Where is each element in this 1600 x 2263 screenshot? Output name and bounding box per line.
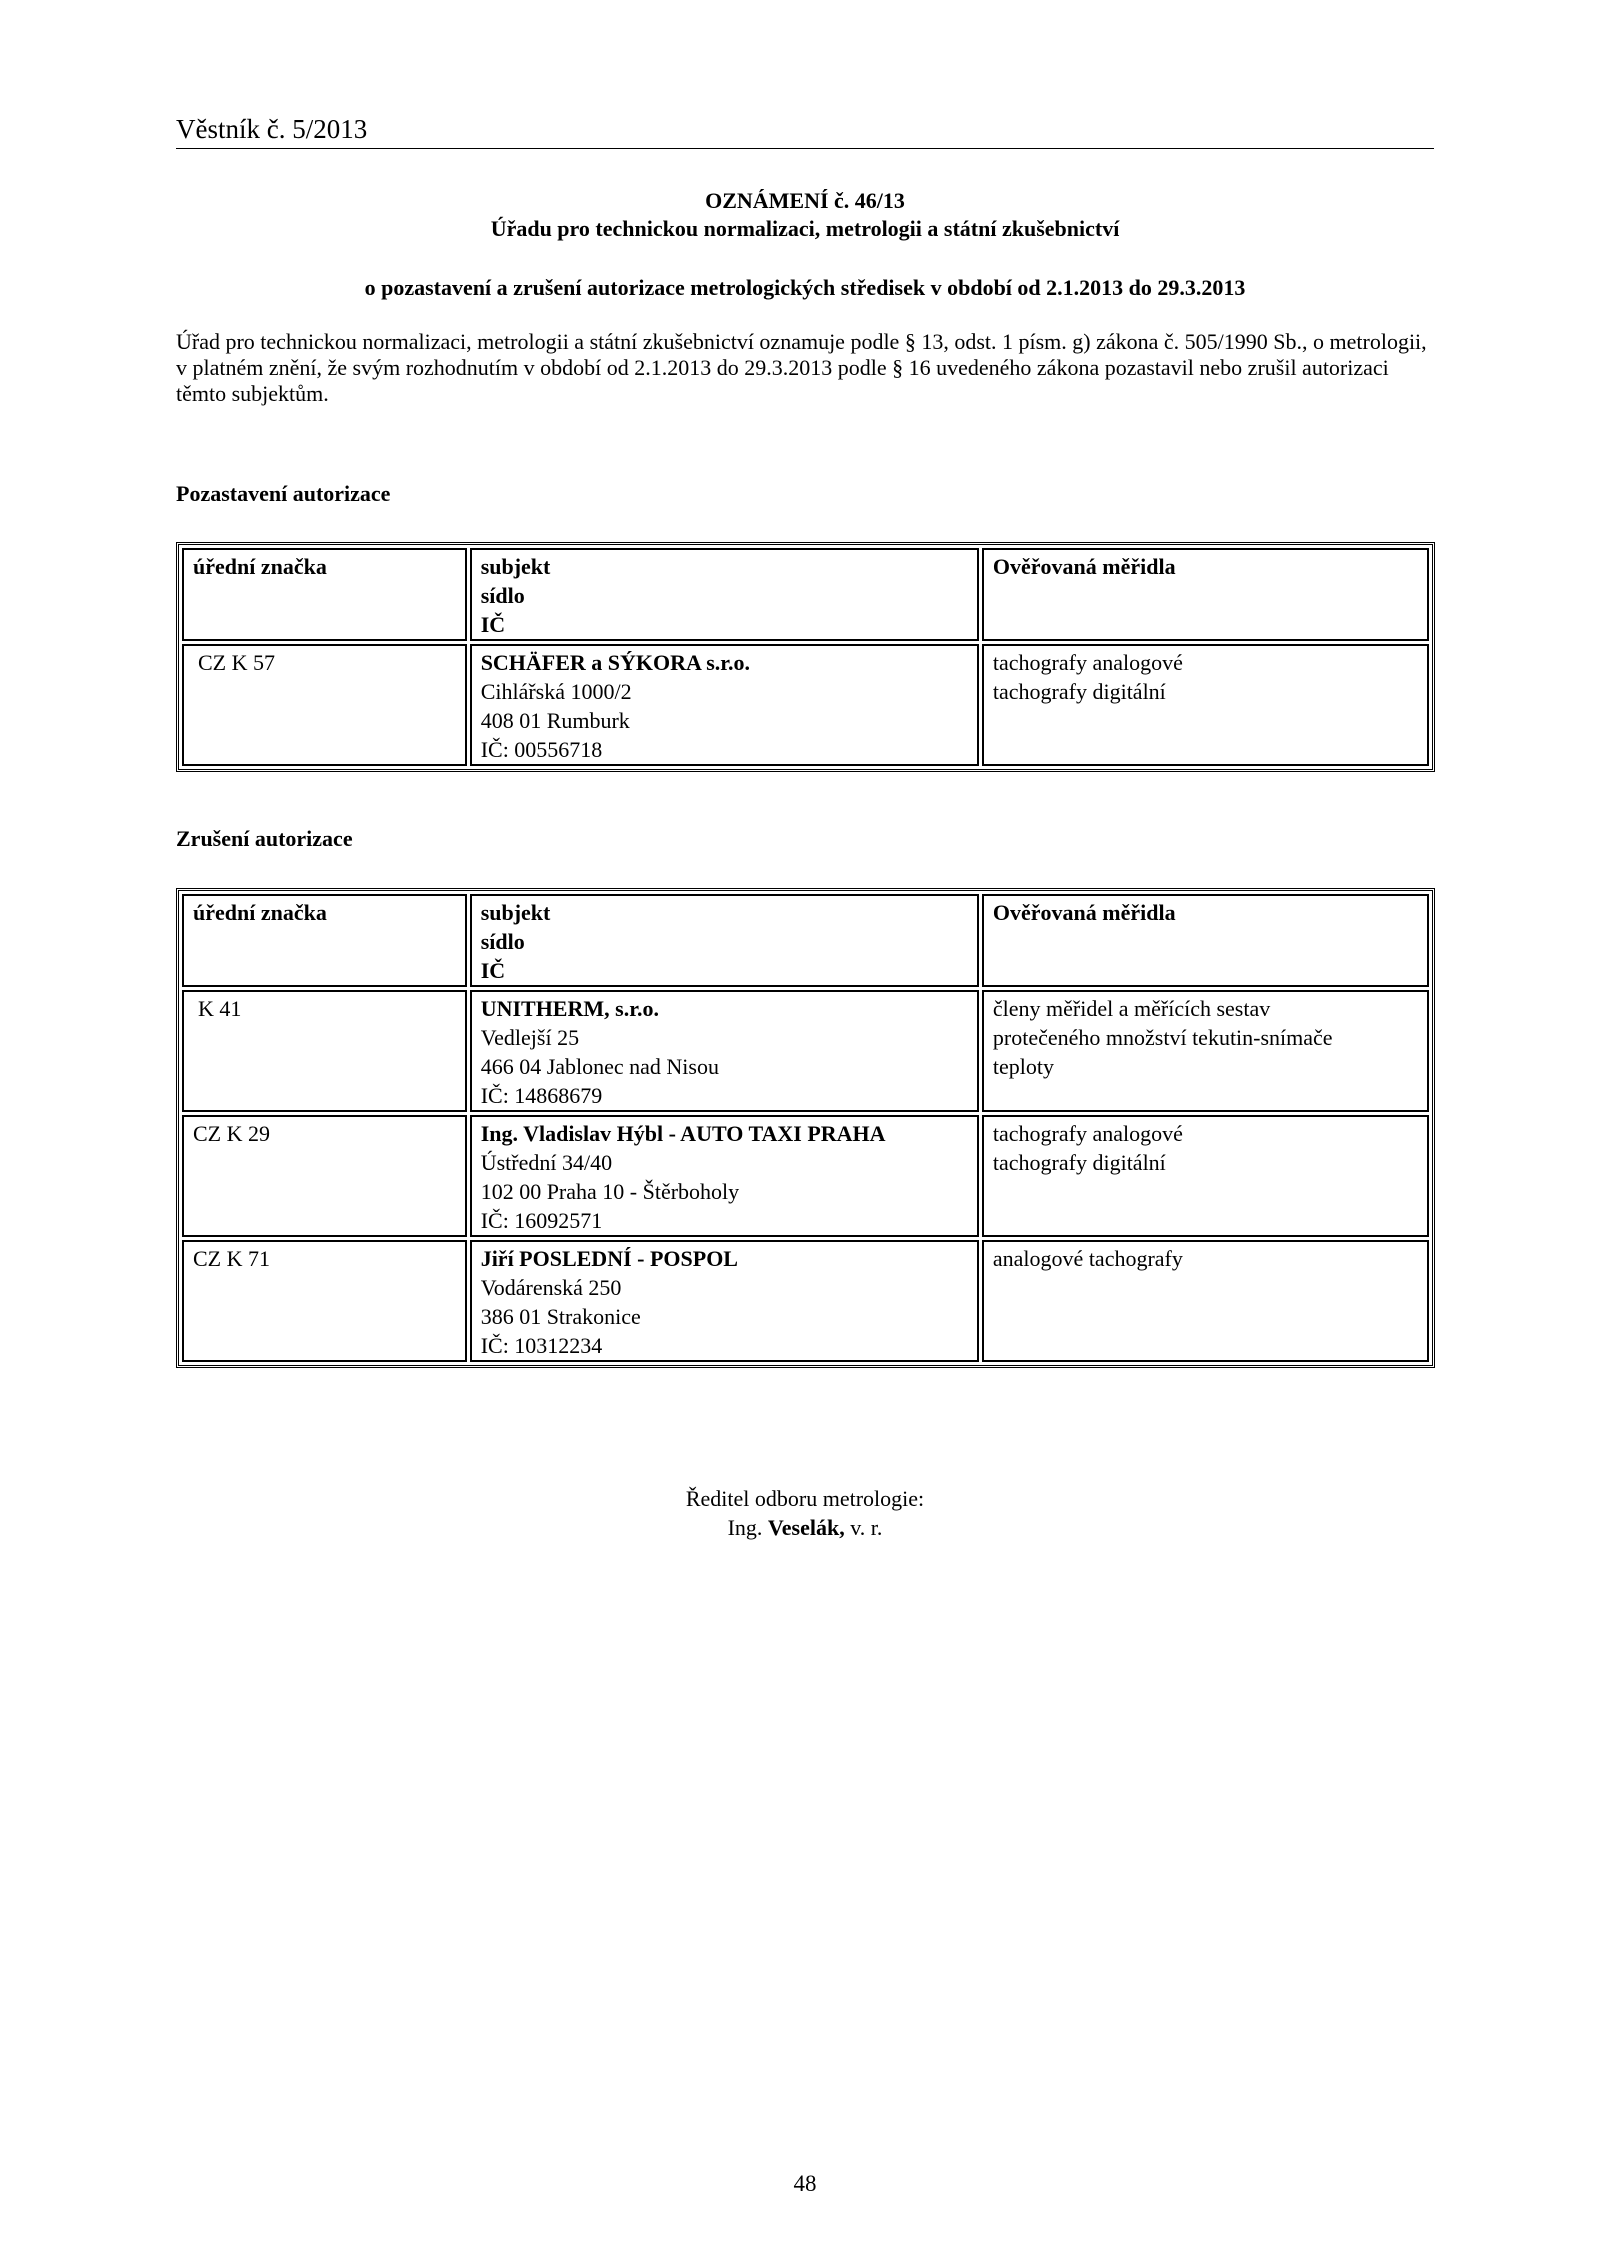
subject-ic: IČ: 14868679 (480, 1083, 603, 1108)
signature-prefix: Ing. (727, 1515, 763, 1540)
signature-name: Veselák, (767, 1515, 845, 1540)
instrument-item: teploty (992, 1054, 1055, 1079)
subject-ic: IČ: 16092571 (480, 1208, 603, 1233)
instrument-item: analogové tachografy (992, 1246, 1183, 1271)
subject-name: Ing. Vladislav Hýbl - AUTO TAXI PRAHA (480, 1121, 886, 1146)
table-row (182, 990, 1429, 1112)
row-subject (470, 644, 979, 766)
row-code: CZ K 29 (182, 1115, 467, 1237)
signature-name-line (176, 1513, 1434, 1542)
table-row (182, 1115, 1429, 1237)
subject-city: 102 00 Praha 10 - Štěrboholy (480, 1179, 740, 1204)
row-instruments (982, 1115, 1429, 1237)
header-subject-label: subjekt (480, 900, 551, 925)
instrument-item: tachografy analogové (992, 1121, 1183, 1146)
instrument-item: členy měřidel a měřících sestav (992, 996, 1271, 1021)
header-instruments: Ověřovaná měřidla (982, 894, 1429, 987)
table-header-row (182, 894, 1429, 987)
row-instruments (982, 644, 1429, 766)
page-header: Věstník č. 5/2013 (176, 112, 1434, 149)
subject-name: Jiří POSLEDNÍ - POSPOL (480, 1246, 738, 1271)
subject-city: 466 04 Jablonec nad Nisou (480, 1054, 719, 1079)
instrument-item: tachografy digitální (992, 679, 1166, 704)
header-subject (470, 894, 979, 987)
header-ic-label: IČ (480, 958, 506, 983)
subject-street: Ústřední 34/40 (480, 1150, 613, 1175)
row-code: CZ K 57 (182, 644, 467, 766)
instrument-item: protečeného množství tekutin-snímače (992, 1025, 1333, 1050)
header-seat-label: sídlo (480, 929, 525, 954)
header-ic-label: IČ (480, 612, 506, 637)
subject-city: 408 01 Rumburk (480, 708, 630, 733)
page-number: 48 (793, 2171, 817, 2196)
header-instruments: Ověřovaná měřidla (982, 548, 1429, 641)
cancellation-table (176, 888, 1435, 1368)
row-code: CZ K 71 (182, 1240, 467, 1362)
subject-name: UNITHERM, s.r.o. (480, 996, 659, 1021)
subject-name: SCHÄFER a SÝKORA s.r.o. (480, 650, 751, 675)
subject-ic: IČ: 00556718 (480, 737, 603, 762)
signature-block (176, 1484, 1434, 1542)
notice-subject: o pozastavení a zrušení autorizace metrologických středisek v období od 2.1.2013 do 29.3.2013 (364, 275, 1246, 300)
header-subject-label: subjekt (480, 554, 551, 579)
cancellation-heading: Zrušení autorizace (176, 826, 353, 851)
intro-paragraph: Úřad pro technickou normalizaci, metrologii a státní zkušebnictví oznamuje podle § 13, odst. 1 písm. g) zákona č. 505/1990 Sb., o metrologii, v platném znění, že svým rozhodnutím v období od 2.1.2013 do 29.3.2013 podle § 16 uvedeného zákona pozastavil nebo zrušil autorizaci těmto subjektům. (176, 329, 1427, 406)
row-subject (470, 990, 979, 1112)
issuing-office: Úřadu pro technickou normalizaci, metrologii a státní zkušebnictví (490, 216, 1120, 241)
table-header-row (182, 548, 1429, 641)
signature-suffix: v. r. (850, 1515, 883, 1540)
header-code: úřední značka (182, 548, 467, 641)
header-code: úřední značka (182, 894, 467, 987)
subject-street: Vedlejší 25 (480, 1025, 580, 1050)
subject-ic: IČ: 10312234 (480, 1333, 603, 1358)
instrument-item: tachografy analogové (992, 650, 1183, 675)
header-subject (470, 548, 979, 641)
subject-street: Cihlářská 1000/2 (480, 679, 632, 704)
table-row (182, 644, 1429, 766)
subject-street: Vodárenská 250 (480, 1275, 622, 1300)
subject-city: 386 01 Strakonice (480, 1304, 641, 1329)
row-instruments (982, 1240, 1429, 1362)
signature-title: Ředitel odboru metrologie: (685, 1486, 925, 1511)
table-row (182, 1240, 1429, 1362)
notice-number: OZNÁMENÍ č. 46/13 (705, 188, 905, 213)
header-seat-label: sídlo (480, 583, 525, 608)
suspension-heading: Pozastavení autorizace (176, 481, 391, 506)
row-code: K 41 (182, 990, 467, 1112)
instrument-item: tachografy digitální (992, 1150, 1166, 1175)
suspension-table (176, 542, 1435, 772)
row-subject (470, 1115, 979, 1237)
row-subject (470, 1240, 979, 1362)
row-instruments (982, 990, 1429, 1112)
